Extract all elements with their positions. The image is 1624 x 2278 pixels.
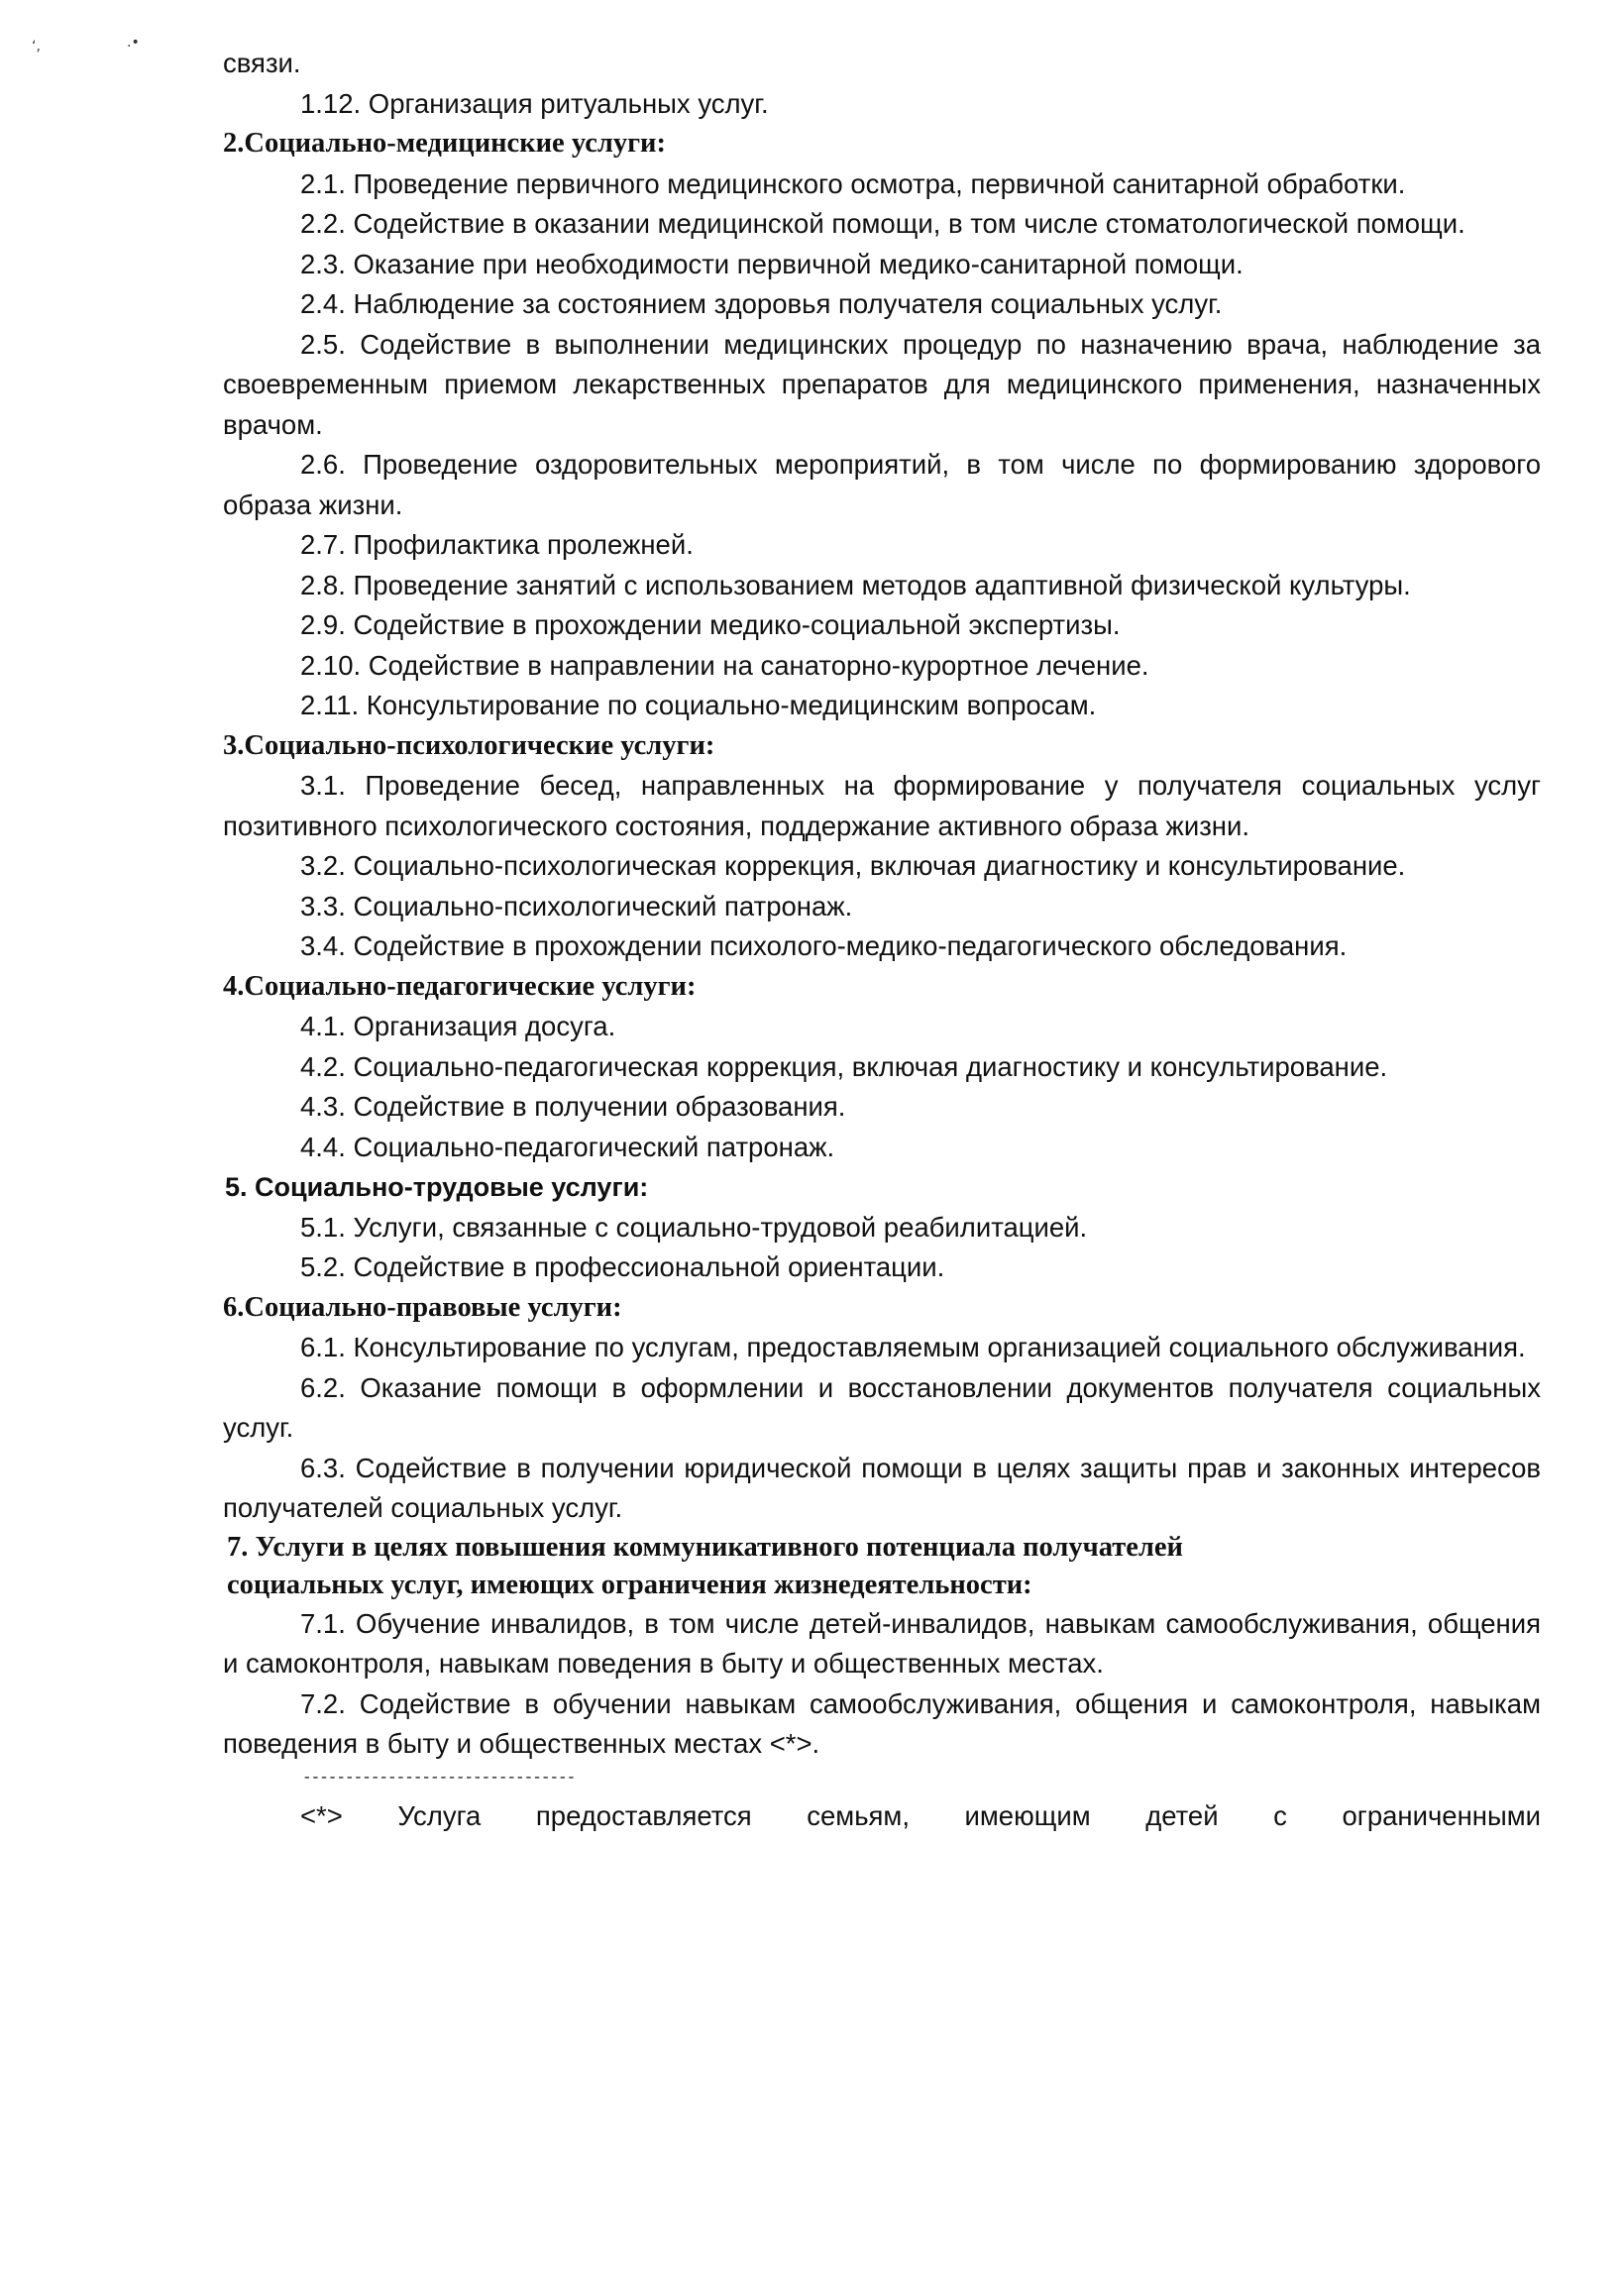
item-6-3: 6.3. Содействие в получении юридической помощи в целях защиты прав и законных интересов получателей социальных услуг. (223, 1452, 1541, 1523)
item-5-1: 5.1. Услуги, связанные с социально-трудовой реабилитацией. (300, 1211, 1088, 1243)
item-2-7: 2.7. Профилактика пролежней. (300, 529, 694, 560)
item-4-3: 4.3. Содействие в получении образования. (300, 1091, 846, 1122)
item-2-6: 2.6. Проведение оздоровительных мероприятий, в том числе по формированию здорового образа жизни. (223, 449, 1541, 520)
item-3-2: 3.2. Социально-психологическая коррекция, включая диагностику и консультирование. (300, 850, 1406, 881)
section-heading-pedagogical: 4.Социально-педагогические услуги: (223, 970, 697, 1002)
item-2-8: 2.8. Проведение занятий с использованием методов адаптивной физической культуры. (300, 569, 1411, 600)
item-2-1: 2.1. Проведение первичного медицинского осмотра, первичной санитарной обработки. (300, 167, 1406, 199)
scan-mark-right: .• (127, 35, 140, 51)
item-2-11: 2.11. Консультирование по социально-медицинским вопросам. (300, 690, 1097, 720)
item-2-5: 2.5. Содействие в выполнении медицинских процедур по назначению врача, наблюдение за своевременным приемом лекарственных препаратов для медицинского применения, назначенных врачом. (223, 328, 1541, 440)
continuation-text: связи. (223, 48, 301, 78)
item-7-2: 7.2. Содействие в обучении навыкам самообслуживания, общения и самоконтроля, навыкам поведения в быту и общественных местах <*>. (223, 1687, 1541, 1759)
footnote-separator: -------------------------------- (302, 1768, 576, 1787)
item-2-9: 2.9. Содействие в прохождении медико-социальной экспертизы. (300, 609, 1121, 640)
item-6-2: 6.2. Оказание помощи в оформлении и восстановлении документов получателя социальных услуг. (223, 1371, 1541, 1443)
item-3-1: 3.1. Проведение бесед, направленных на формирование у получателя социальных услуг позитивного психологического состояния, поддержание активного образа жизни. (223, 770, 1541, 841)
section-heading-psychological: 3.Социально-психологические услуги: (223, 729, 715, 761)
item-2-2: 2.2. Содействие в оказании медицинской помощи, в том числе стоматологической помощи. (300, 208, 1465, 239)
item-2-10: 2.10. Содействие в направлении на санаторно-курортное лечение. (300, 649, 1149, 681)
item-4-4: 4.4. Социально-педагогический патронаж. (300, 1131, 835, 1162)
item-4-1: 4.1. Организация досуга. (300, 1011, 616, 1041)
section-heading-communicative-line1: 7. Услуги в целях повышения коммуникативного потенциала получателей (227, 1531, 1183, 1563)
item-7-1: 7.1. Обучение инвалидов, в том числе детей-инвалидов, навыкам самообслуживания, общения и самоконтроля, навыкам поведения в быту и общественных местах. (223, 1607, 1541, 1679)
item-4-2: 4.2. Социально-педагогическая коррекция, включая диагностику и консультирование. (300, 1050, 1388, 1082)
section-heading-legal: 6.Социально-правовые услуги: (223, 1291, 622, 1323)
section-heading-medical: 2.Социально-медицинские услуги: (223, 128, 666, 159)
item-3-3: 3.3. Социально-психологический патронаж. (300, 890, 853, 922)
section-heading-communicative-line2: социальных услуг, имеющих ограничения жизнедеятельности: (227, 1569, 1032, 1600)
item-2-3: 2.3. Оказание при необходимости первичной медико-санитарной помощи. (300, 248, 1244, 279)
footnote-text: <*> Услуга предоставляется семьям, имеющим детей с ограниченными (300, 1799, 1541, 1831)
item-5-2: 5.2. Содействие в профессиональной ориентации. (300, 1251, 945, 1282)
item-1-12: 1.12. Организация ритуальных услуг. (300, 87, 769, 119)
section-heading-labor: 5. Социально-трудовые услуги: (225, 1172, 649, 1202)
document-page (223, 44, 1541, 1836)
item-6-1: 6.1. Консультирование по услугам, предоставляемым организацией социального обслуживания. (300, 1332, 1526, 1362)
scan-mark-left: ʻ, (32, 39, 41, 54)
item-3-4: 3.4. Содействие в прохождении психолого-медико-педагогического обследования. (300, 930, 1348, 961)
item-2-4: 2.4. Наблюдение за состоянием здоровья получателя социальных услуг. (300, 288, 1223, 319)
